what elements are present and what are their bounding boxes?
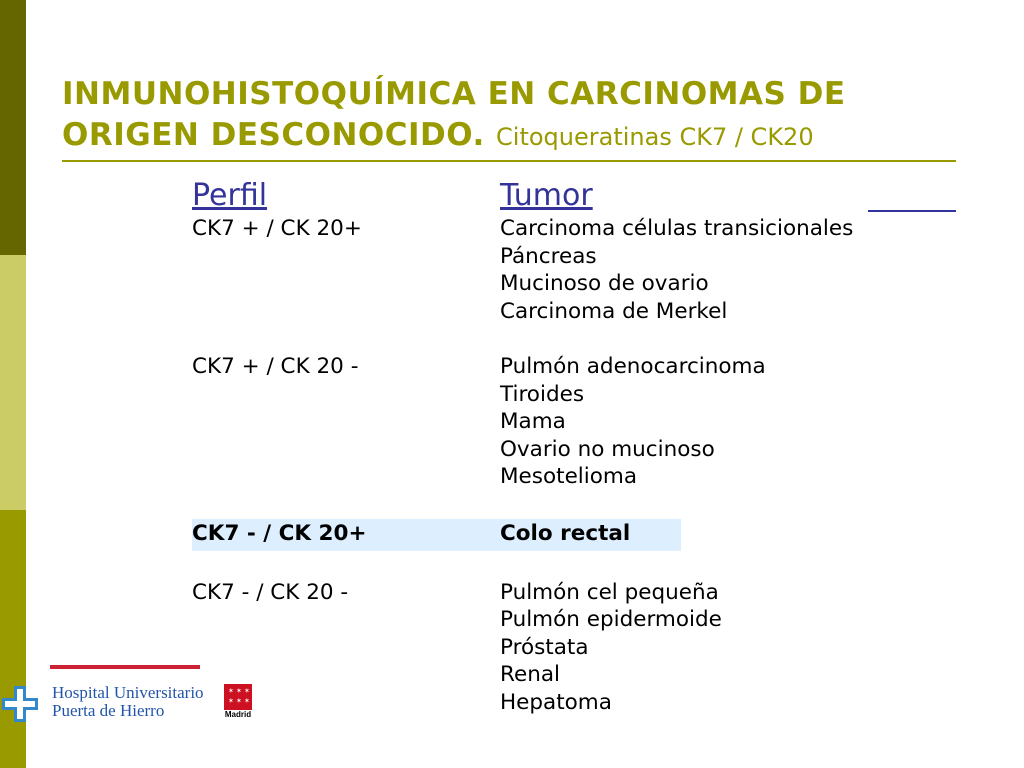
- table-row: [192, 463, 956, 491]
- profile-label: CK7 - / CK 20 -: [192, 579, 349, 605]
- header-tumor: Tumor: [500, 178, 593, 213]
- table-header: [192, 177, 956, 215]
- table-row: [192, 436, 956, 464]
- tumor-item: Próstata: [500, 634, 589, 660]
- header-underline: [868, 210, 956, 212]
- tumor-item: Carcinoma células transicionales: [500, 216, 854, 241]
- hospital-name-line2: Puerta de Hierro: [52, 701, 165, 720]
- left-band-olive: [0, 510, 26, 768]
- profile-label: CK7 - / CK 20+: [192, 520, 367, 546]
- hospital-name-line1: Hospital Universitario: [52, 683, 204, 702]
- tumor-item: Renal: [500, 662, 560, 687]
- header-perfil: Perfil: [192, 178, 268, 213]
- table-row: [192, 270, 956, 298]
- table-row: [192, 381, 956, 409]
- group-ck7neg-ck20pos: [192, 519, 956, 551]
- tumor-item: Colo rectal: [500, 520, 631, 546]
- left-band-dark: [0, 0, 26, 255]
- madrid-logo: [224, 684, 252, 722]
- table-row: [192, 606, 956, 634]
- tumor-item: Mesotelioma: [500, 464, 638, 489]
- title-divider: [62, 160, 956, 162]
- tumor-item: Ovario no mucinoso: [500, 436, 715, 462]
- table-row: [192, 353, 956, 381]
- tumor-item: Mucinoso de ovario: [500, 271, 709, 296]
- ck-profile-table: [192, 177, 956, 716]
- group-spacer: [192, 325, 956, 353]
- table-row: [192, 689, 956, 717]
- table-row: [192, 661, 956, 689]
- hospital-logo-text: [52, 684, 204, 720]
- title-main: INMUNOHISTOQUÍMICA EN CARCINOMAS DE ORIGEN DESCONOCIDO.: [62, 76, 846, 153]
- madrid-flag-icon: ✶ ✶ ✶ ✶ ✶ ✶: [224, 684, 252, 710]
- left-band-light: [0, 255, 26, 510]
- table-row: [192, 215, 956, 243]
- table-row: [192, 298, 956, 326]
- tumor-item: Carcinoma de Merkel: [500, 298, 728, 324]
- group-ck7neg-ck20neg: [192, 579, 956, 717]
- tumor-item: Páncreas: [500, 243, 597, 269]
- table-row: [192, 634, 956, 662]
- tumor-item: Pulmón adenocarcinoma: [500, 354, 766, 379]
- profile-label: CK7 + / CK 20 -: [192, 354, 359, 379]
- madrid-label: Madrid: [224, 710, 252, 719]
- table-row: [192, 243, 956, 271]
- group-spacer: [192, 491, 956, 519]
- group-spacer: [192, 551, 956, 579]
- logo-red-bar: [50, 665, 200, 669]
- tumor-item: Mama: [500, 409, 566, 434]
- tumor-item: Hepatoma: [500, 689, 612, 715]
- highlighted-row: [192, 519, 681, 551]
- slide-title: [62, 74, 992, 158]
- tumor-item: Tiroides: [500, 381, 585, 407]
- tumor-item: Pulmón cel pequeña: [500, 579, 719, 605]
- hospital-cross-icon: [0, 684, 40, 724]
- tumor-item: Pulmón epidermoide: [500, 607, 722, 632]
- profile-label: CK7 + / CK 20+: [192, 216, 362, 241]
- table-row: [192, 408, 956, 436]
- group-ck7pos-ck20neg: [192, 353, 956, 491]
- table-row: [192, 579, 956, 607]
- title-subtitle: Citoqueratinas CK7 / CK20: [496, 123, 814, 151]
- group-ck7pos-ck20pos: [192, 215, 956, 325]
